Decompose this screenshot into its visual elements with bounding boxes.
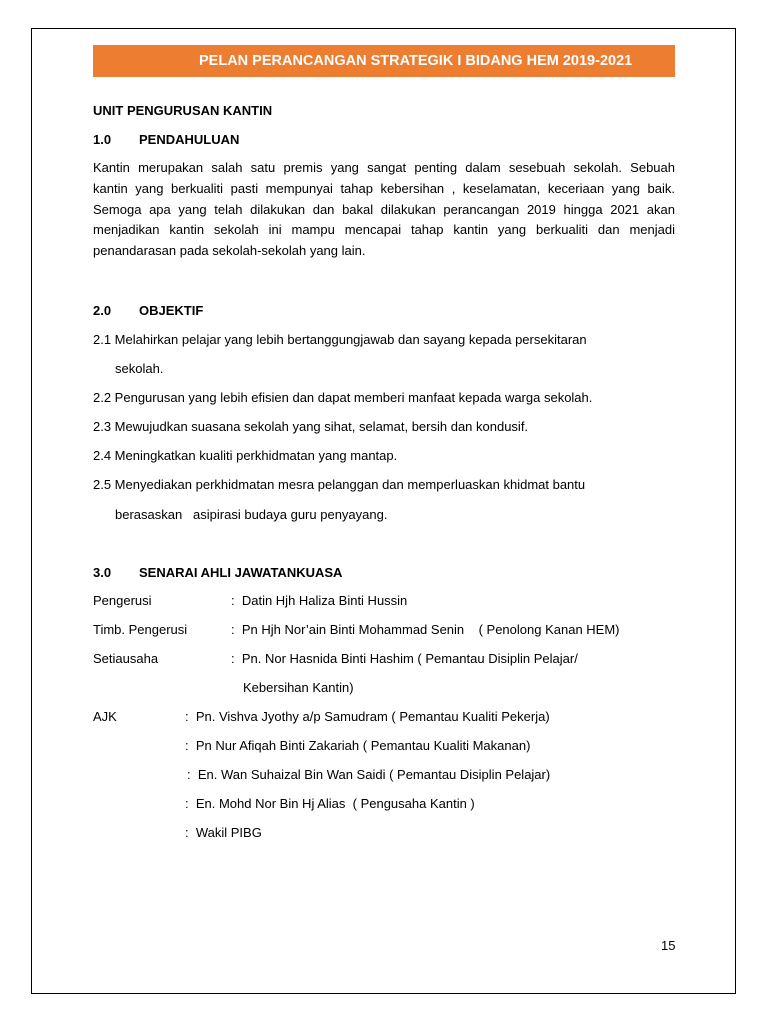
objective-item-continuation: sekolah. [115, 361, 164, 376]
ajk-member: : Wakil PIBG [185, 825, 262, 840]
ajk-member: : En. Mohd Nor Bin Hj Alias ( Pengusaha Kantin ) [185, 796, 475, 811]
unit-title: UNIT PENGURUSAN KANTIN [93, 103, 273, 118]
paragraph-line: Semoga apa yang telah dilakukan dan bakal dilakukan perancangan 2019 hingga 2021 akan [93, 201, 675, 217]
section-2-number: 2.0 [93, 303, 112, 318]
role-value-timb-pengerusi: : Pn Hjh Nor’ain Binti Mohammad Senin ( Penolong Kanan HEM) [231, 622, 620, 637]
objective-item: 2.1 Melahirkan pelajar yang lebih bertanggungjawab dan sayang kepada persekitaran [93, 332, 587, 347]
section-2-title: OBJEKTIF [139, 303, 204, 318]
role-label-ajk: AJK [93, 709, 117, 724]
ajk-member: : Pn. Vishva Jyothy a/p Samudram ( Pemantau Kualiti Pekerja) [185, 709, 550, 724]
section-1-title: PENDAHULUAN [139, 132, 240, 147]
role-label-setiausaha: Setiausaha [93, 651, 159, 666]
objective-item: 2.4 Meningkatkan kualiti perkhidmatan yang mantap. [93, 448, 398, 463]
objective-item: 2.2 Pengurusan yang lebih efisien dan dapat memberi manfaat kepada warga sekolah. [93, 390, 593, 405]
section-3-title: SENARAI AHLI JAWATANKUASA [139, 565, 343, 580]
role-value-setiausaha: : Pn. Nor Hasnida Binti Hashim ( Pemantau Disiplin Pelajar/ [231, 651, 578, 666]
section-3-number: 3.0 [93, 565, 112, 580]
page-number: 15 [661, 938, 676, 953]
paragraph-line: menjadikan kantin sekolah ini mampu mencapai tahap kantin yang berkualiti dan menjadi [93, 222, 675, 238]
section-1-paragraph [93, 158, 675, 262]
ajk-member: : Pn Nur Afiqah Binti Zakariah ( Pemantau Kualiti Makanan) [185, 738, 531, 753]
objective-item: 2.3 Mewujudkan suasana sekolah yang sihat, selamat, bersih dan kondusif. [93, 419, 529, 434]
paragraph-line: kantin yang berkualiti pasti mempunyai tahap kebersihan , keselamatan, keceriaan yang baik. [93, 180, 675, 196]
ajk-member: : En. Wan Suhaizal Bin Wan Saidi ( Pemantau Disiplin Pelajar) [187, 767, 551, 782]
paragraph-line: penandarasan pada sekolah-sekolah yang lain. [93, 243, 366, 259]
paragraph-line: Kantin merupakan salah satu premis yang sangat penting dalam sesebuah sekolah. Sebuah [93, 160, 675, 175]
objective-item: 2.5 Menyediakan perkhidmatan mesra pelanggan dan memperluaskan khidmat bantu [93, 477, 586, 492]
section-1-number: 1.0 [93, 132, 112, 147]
role-value-setiausaha-continuation: Kebersihan Kantin) [243, 680, 354, 695]
role-label-pengerusi: Pengerusi [93, 593, 152, 608]
objective-item-continuation: berasaskan asipirasi budaya guru penyayang. [115, 507, 388, 522]
role-value-pengerusi: : Datin Hjh Haliza Binti Hussin [231, 593, 408, 608]
page-header-banner: PELAN PERANCANGAN STRATEGIK I BIDANG HEM 2019-2021 [93, 45, 675, 77]
role-label-timb-pengerusi: Timb. Pengerusi [93, 622, 188, 637]
